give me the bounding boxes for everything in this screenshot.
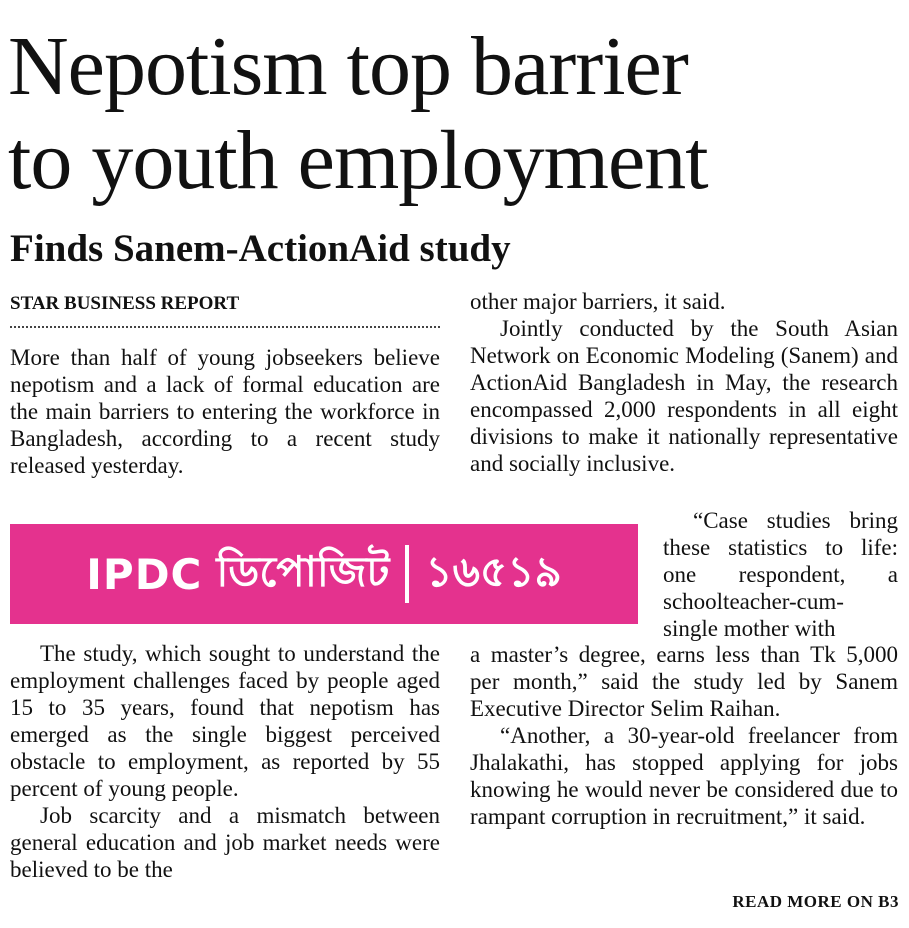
headline-line-2: to youth employment <box>8 114 708 207</box>
article-paragraph: “Another, a 30-year-old freelancer from Jhalakathi, has stopped applying for jobs knowing he would never be considered due to rampant corruption in recruitment,” it said. <box>470 723 898 829</box>
ad-separator <box>405 545 409 603</box>
article-paragraph: other major barriers, it said. <box>470 289 726 314</box>
article-column-right-mid <box>663 507 898 642</box>
ipdc-deposit-advertisement[interactable] <box>10 524 638 624</box>
ad-number: ১৬৫১৯ <box>425 546 562 596</box>
article-paragraph: “Case studies bring these statistics to life: one respondent, a schoolteacher-cum-single mother with <box>663 508 898 641</box>
article-column-right-top <box>470 288 898 477</box>
byline: STAR BUSINESS REPORT <box>10 292 440 328</box>
article-column-right-bottom <box>470 641 898 830</box>
article-paragraph: Job scarcity and a mismatch between general education and job market needs were believed to be the <box>10 803 440 882</box>
subheadline: Finds Sanem-ActionAid study <box>10 227 511 270</box>
article-paragraph: More than half of young jobseekers believe nepotism and a lack of formal education are the main barriers to entering the workforce in Bangladesh, according to a recent study released yesterday. <box>10 345 440 478</box>
headline-line-1: Nepotism top barrier <box>8 20 688 113</box>
headline <box>8 20 903 208</box>
article-paragraph: a master’s degree, earns less than Tk 5,000 per month,” said the study led by Sanem Executive Director Selim Raihan. <box>470 642 898 721</box>
article-column-left-bottom <box>10 640 440 883</box>
read-more-link[interactable]: READ MORE ON B3 <box>732 892 899 911</box>
ad-product: ডিপোজিট <box>216 546 390 596</box>
article-paragraph: Jointly conducted by the South Asian Network on Economic Modeling (Sanem) and ActionAid Bangladesh in May, the research encompassed 2,000 respondents in all eight divisions to make it nationally representative and socially inclusive. <box>470 316 898 476</box>
article-column-left-top <box>10 344 440 479</box>
ad-brand: IPDC <box>86 549 203 599</box>
article-paragraph: The study, which sought to understand the employment challenges faced by people aged 15 to 35 years, found that nepotism has emerged as the single biggest perceived obstacle to employment, as reported by 55 percent of young people. <box>10 641 440 801</box>
